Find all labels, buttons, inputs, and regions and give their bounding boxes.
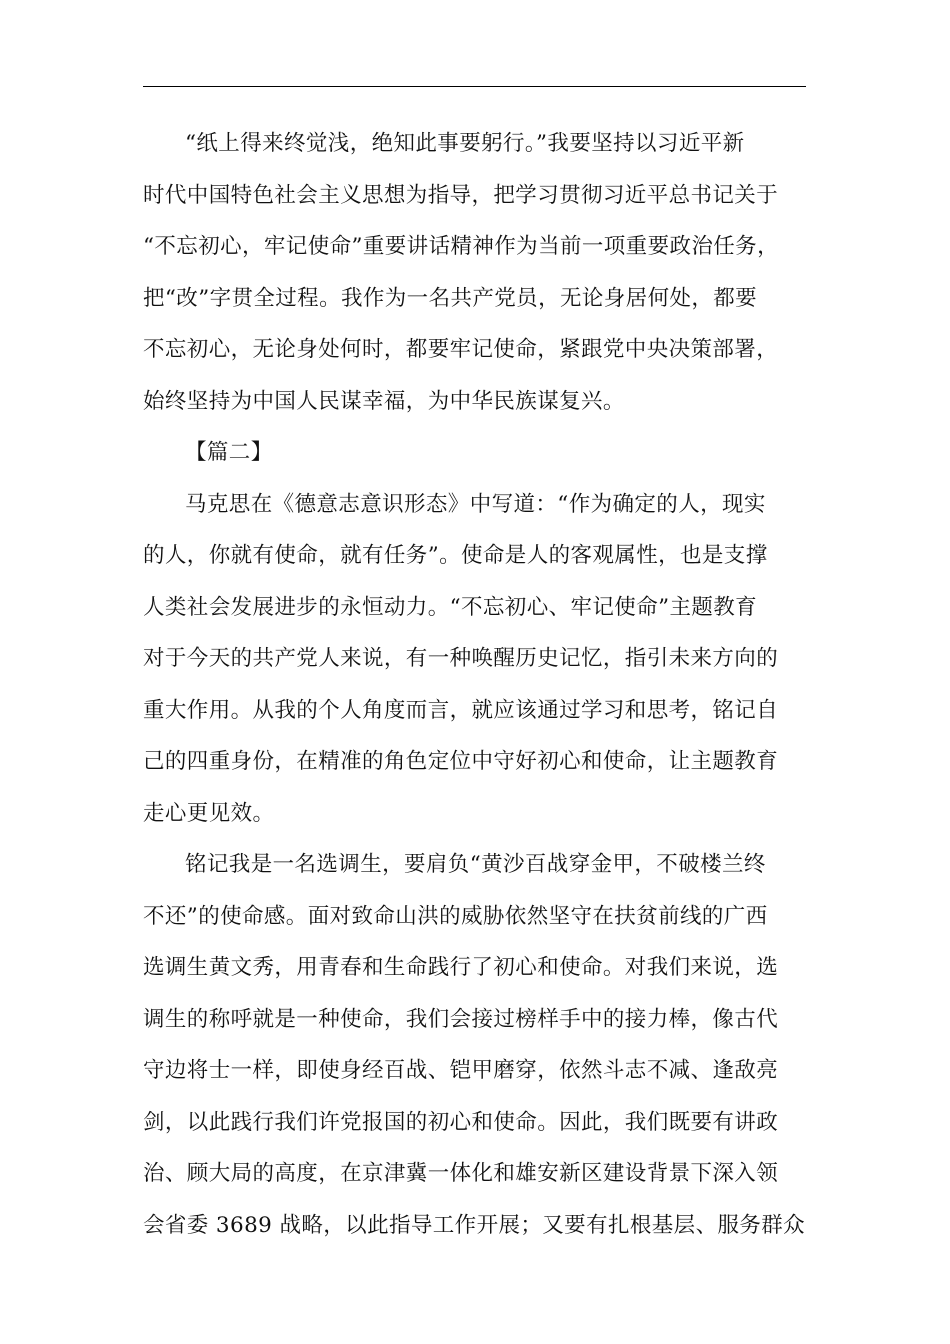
header-rule: [143, 86, 806, 87]
text-line: 走心更见效。: [143, 800, 275, 826]
text-line: 治、顾大局的高度，在京津冀一体化和雄安新区建设背景下深入领: [143, 1161, 779, 1186]
text-line: 把“改”字贯全过程。我作为一名共产党员，无论身居何处，都要: [143, 285, 758, 311]
text-line: 马克思在《德意志意识形态》中写道：“作为确定的人，现实: [185, 491, 766, 517]
text-line: 始终坚持为中国人民谋幸福，为中华民族谋复兴。: [143, 388, 625, 414]
text-line: 铭记我是一名选调生，要肩负“黄沙百战穿金甲，不破楼兰终: [185, 852, 766, 877]
text-line: 选调生黄文秀，用青春和生命践行了初心和使命。对我们来说，选: [143, 955, 779, 980]
text-line: 时代中国特色社会主义思想为指导，把学习贯彻习近平总书记关于: [143, 182, 779, 208]
text-line: 剑，以此践行我们许党报国的初心和使命。因此，我们既要有讲政: [143, 1109, 779, 1135]
text-line: 调生的称呼就是一种使命，我们会接过榜样手中的接力棒，像古代: [143, 1006, 779, 1032]
text-line: 对于今天的共产党人来说，有一种唤醒历史记忆，指引未来方向的: [143, 646, 779, 671]
text-line: “不忘初心，牢记使命”重要讲话精神作为当前一项重要政治任务，: [143, 234, 779, 259]
text-line: 守边将士一样，即使身经百战、铠甲磨穿，依然斗志不减、逢敌亮: [143, 1058, 779, 1083]
text-line: 重大作用。从我的个人角度而言，就应该通过学习和思考，铭记自: [143, 697, 779, 723]
text-line: 己的四重身份，在精准的角色定位中守好初心和使命，让主题教育: [143, 749, 779, 774]
text-line: 【篇二】: [185, 440, 273, 465]
text-line: 不忘初心，无论身处何时，都要牢记使命，紧跟党中央决策部署，: [143, 337, 779, 362]
text-line: 会省委 3689 战略，以此指导工作开展；又要有扎根基层、服务群众: [143, 1212, 806, 1238]
text-line: 人类社会发展进步的永恒动力。“不忘初心、牢记使命”主题教育: [143, 594, 758, 620]
document-body: [143, 118, 815, 1251]
text-line: “纸上得来终觉浅，绝知此事要躬行。”我要坚持以习近平新: [185, 131, 745, 156]
text-line: 的人，你就有使命，就有任务”。使命是人的客观属性，也是支撑: [143, 543, 768, 568]
text-line: 不还”的使命感。面对致命山洪的威胁依然坚守在扶贫前线的广西: [143, 903, 768, 929]
